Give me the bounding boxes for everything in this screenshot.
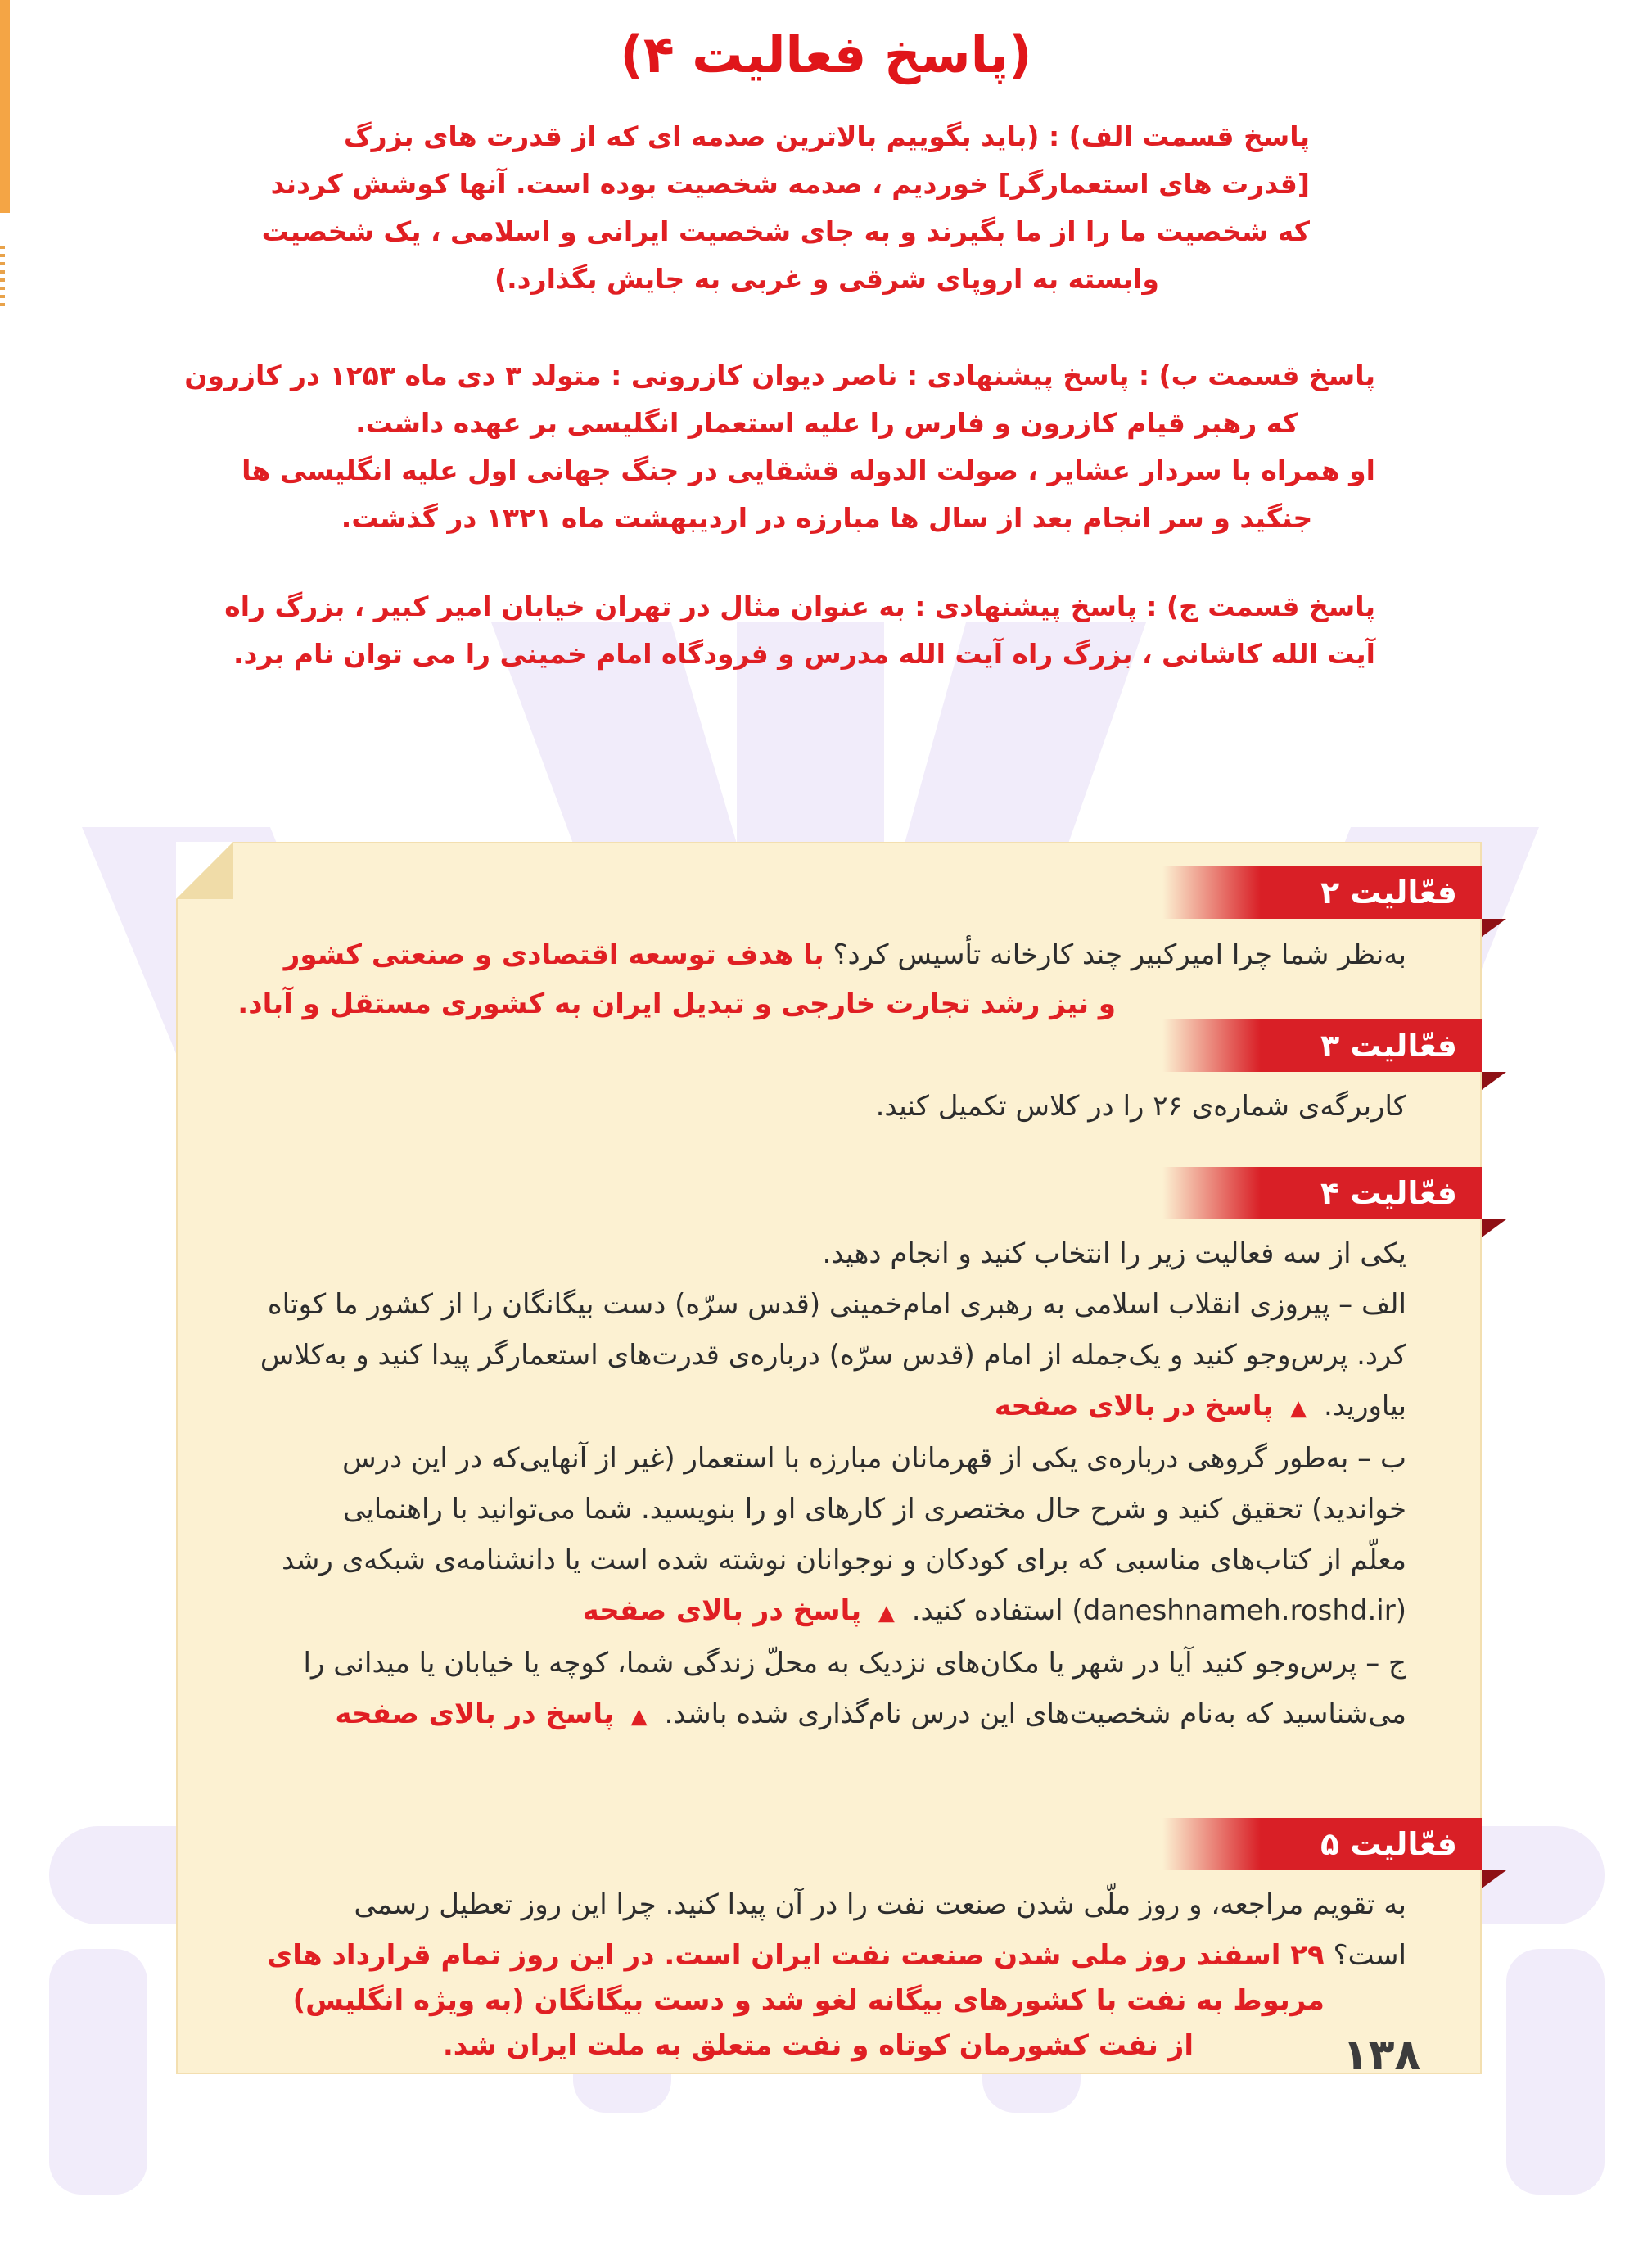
answer-part-be <box>184 352 1375 542</box>
answer-line: پاسخ قسمت ب) : پاسخ پیشنهادی : ناصر دیوان کازرونی : متولد ۳ دی ماه ۱۲۵۳ در کازرون <box>184 359 1375 391</box>
activity-4-be-line: خواندید) تحقیق کنید و شرح حال مختصری از کارهای او را بنویسید. شما می‌توانید با راهنمایی <box>342 1493 1406 1526</box>
answer-part-jim <box>224 583 1375 678</box>
answer-line: پاسخ قسمت ج) : پاسخ پیشنهادی : به عنوان مثال در تهران خیابان امیر کبیر ، بزرگ راه <box>224 590 1375 622</box>
activity-5-question-line: به تقویم مراجعه، و روز ملّی شدن صنعت نفت را در آن پیدا کنید. چرا این روز تعطیل رسمی <box>354 1888 1406 1921</box>
activity-4-be-line: معلّم از کتاب‌های مناسبی که برای کودکان و نوجوانان نوشته شده است یا دانشنامه‌ی شبکه‌ی رشد <box>282 1544 1406 1576</box>
activity-4-jim-end <box>335 1689 1406 1742</box>
activity-5-question-text: است؟ <box>1333 1939 1406 1972</box>
activity-3-text: کاربرگه‌ی شماره‌ی ۲۶ را در کلاس تکمیل کنید. <box>875 1090 1406 1123</box>
answer-line: که شخصیت ما را از ما بگیرند و به جای شخصیت ایرانی و اسلامی ، یک شخصیت <box>261 215 1310 247</box>
answer-line: جنگید و سر انجام بعد از سال ها مبارزه در اردیبهشت ماه ۱۳۲۱ در گذشت. <box>341 502 1313 534</box>
activity-5-ribbon: فعّالیت ۵ <box>1162 1818 1482 1870</box>
page-fold-corner <box>176 842 233 899</box>
activity-3-ribbon: فعّالیت ۳ <box>1162 1019 1482 1072</box>
activity-2-question-line <box>284 929 1406 980</box>
activity-5-question-end <box>267 1930 1406 1981</box>
activity-4-be-end <box>583 1585 1406 1639</box>
activity-4-be-line: ب – به‌طور گروهی درباره‌ی یکی از قهرمانان مبارزه با استعمار (غیر از آنهایی‌که در این درس <box>342 1442 1406 1475</box>
activity-4-alef-line: الف – پیروزی انقلاب اسلامی به رهبری امام‌خمینی (قدس سرّه) دست بیگانگان را از کشور ما کوتاه <box>267 1288 1406 1321</box>
answer-line: وابسته به اروپای شرقی و غربی به جایش بگذارد.) <box>494 263 1159 295</box>
activity-5-answer-line: از نفت کشورمان کوتاه و نفت متعلق به ملت ایران شد. <box>442 2029 1194 2062</box>
activity-4-jim-text: می‌شناسید که به‌نام شخصیت‌های این درس نام‌گذاری شده باشد. <box>664 1698 1406 1730</box>
activity-4-alef-text: بیاورید. <box>1323 1390 1406 1422</box>
answer-part-alef <box>261 113 1310 303</box>
page-edge-dots <box>0 246 5 311</box>
page-title: (پاسخ فعالیت ۴) <box>620 25 1032 84</box>
activity-5-answer-line: مربوط به نفت با کشورهای بیگانه لغو شد و دست بیگانگان (به ویژه انگلیس) <box>292 1984 1325 2017</box>
warning-triangle-icon: ▲ <box>630 1704 648 1729</box>
activity-4-alef-end <box>995 1381 1406 1434</box>
activity-5-answer-start: ۲۹ اسفند روز ملی شدن صنعت نفت ایران است. در این روز تمام قرارداد های <box>267 1939 1325 1972</box>
activity-4-alef-line: کرد. پرس‌وجو کنید و یک‌جمله از امام (قدس سرّه) درباره‌ی قدرت‌های استعمارگر پیدا کنید و به‌کلاس <box>260 1339 1406 1372</box>
answer-line: پاسخ قسمت الف) : (باید بگوییم بالاترین صدمه ای که از قدرت های بزرگ <box>343 120 1310 152</box>
warning-triangle-icon: ▲ <box>1290 1396 1307 1421</box>
activity-4-ribbon: فعّالیت ۴ <box>1162 1167 1482 1219</box>
answer-reference: پاسخ در بالای صفحه <box>335 1698 614 1730</box>
activity-2-question: به‌نظر شما چرا امیرکبیر چند کارخانه تأسیس کرد؟ <box>833 938 1406 971</box>
activity-4-jim-line: ج – پرس‌وجو کنید آیا در شهر یا مکان‌های نزدیک به محلّ زندگی شما، کوچه یا خیابان یا میدانی را <box>303 1647 1406 1680</box>
activity-2-answer-line: و نیز رشد تجارت خارجی و تبدیل ایران به کشوری مستقل و آباد. <box>237 988 1116 1020</box>
answer-line: آیت الله کاشانی ، بزرگ راه آیت الله مدرس و فرودگاه امام خمینی را می توان نام برد. <box>233 638 1375 670</box>
activity-4-be-text: (daneshnameh.roshd.ir) استفاده کنید. <box>911 1594 1406 1627</box>
activity-2-answer-start: با هدف توسعه اقتصادی و صنعتی کشور <box>283 938 824 971</box>
activity-2-ribbon: فعّالیت ۲ <box>1162 866 1482 919</box>
activity-4-intro: یکی از سه فعالیت زیر را انتخاب کنید و انجام دهید. <box>822 1237 1406 1270</box>
answer-line: [قدرت های استعمارگر] خوردیم ، صدمه شخصیت بوده است. آنها کوشش کردند <box>270 168 1310 200</box>
answer-line: که رهبر قیام کازرون و فارس را علیه استعمار انگلیسی بر عهده داشت. <box>355 407 1298 439</box>
answer-reference: پاسخ در بالای صفحه <box>582 1594 862 1627</box>
answer-reference: پاسخ در بالای صفحه <box>994 1390 1274 1422</box>
page-number: ۱۳۸ <box>1343 2031 1421 2080</box>
answer-line: او همراه با سردار عشایر ، صولت الدوله قشقایی در جنگ جهانی اول علیه انگلیسی ها <box>241 454 1375 486</box>
warning-triangle-icon: ▲ <box>878 1601 895 1625</box>
